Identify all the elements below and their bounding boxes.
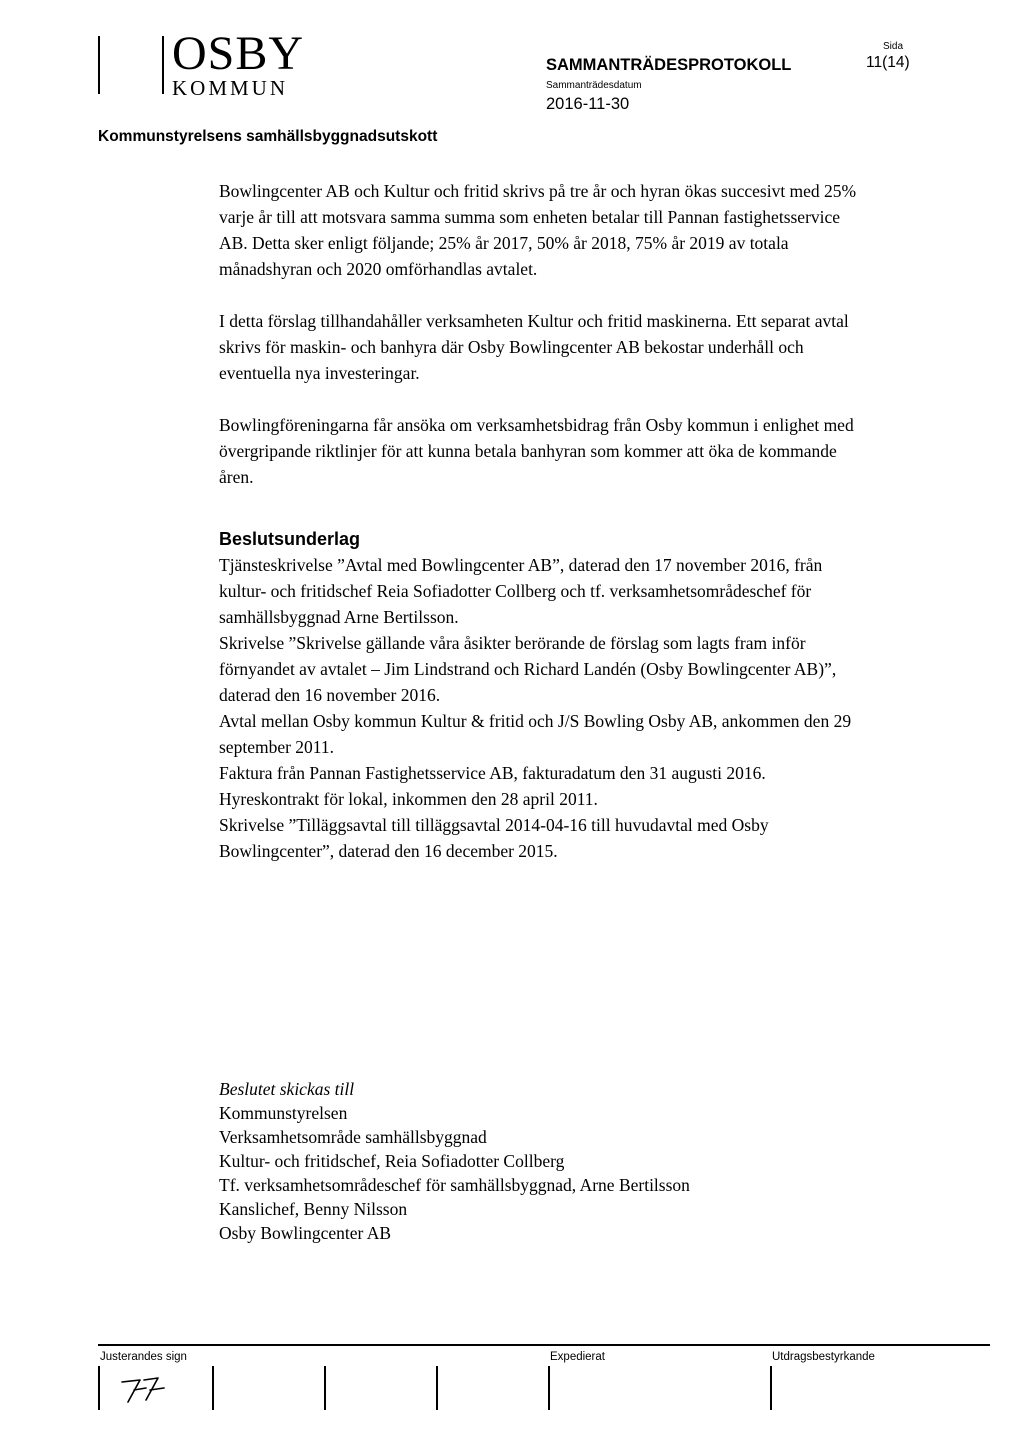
recipient: Kanslichef, Benny Nilsson [219, 1199, 408, 1219]
document-type: SAMMANTRÄDESPROTOKOLL [546, 56, 792, 74]
underlag-item: Avtal mellan Osby kommun Kultur & fritid och J/S Bowling Osby AB, ankommen den 29 september 2011. [219, 711, 852, 757]
utdragsbestyrkande-label: Utdragsbestyrkande [772, 1351, 875, 1363]
recipient: Tf. verksamhetsområdeschef för samhällsbyggnad, Arne Bertilsson [219, 1175, 690, 1195]
committee-name: Kommunstyrelsens samhällsbyggnadsutskott [98, 128, 438, 145]
recipient: Verksamhetsområde samhällsbyggnad [219, 1127, 487, 1147]
section-heading: Beslutsunderlag [219, 529, 361, 549]
justerandes-sign-label: Justerandes sign [100, 1351, 187, 1363]
recipient: Kommunstyrelsen [219, 1103, 348, 1123]
recipient: Osby Bowlingcenter AB [219, 1223, 392, 1243]
meeting-date: 2016-11-30 [546, 95, 630, 113]
footer-divider [98, 1344, 990, 1346]
expedierat-label: Expedierat [550, 1351, 605, 1363]
underlag-item: Faktura från Pannan Fastighetsservice AB, fakturadatum den 31 augusti 2016. [219, 763, 766, 783]
page-label: Sida [883, 41, 904, 52]
paragraph: I detta förslag tillhandahåller verksamheten Kultur och fritid maskinerna. Ett separat avtal skrivs för maskin- och banhyra där Osby Bowlingcenter AB bekostar underhåll och eventuella nya investeringar. [219, 311, 849, 383]
body-text [219, 178, 859, 864]
underlag-item: Skrivelse ”Skrivelse gällande våra åsikter berörande de förslag som lagts fram inför förnyandet av avtalet – Jim Lindstrand och Richard Landén (Osby Bowlingcenter AB)”, daterad den 16 november 2016. [219, 633, 837, 705]
underlag-item: Tjänsteskrivelse ”Avtal med Bowlingcenter AB”, daterad den 17 november 2016, från kultur- och fritidschef Reia Sofiadotter Collberg och tf. verksamhetsområdeschef för samhällsbyggnad Arne Bertilsson. [219, 555, 823, 627]
recipient: Kultur- och fritidschef, Reia Sofiadotter Collberg [219, 1151, 565, 1171]
underlag-item: Hyreskontrakt för lokal, inkommen den 28 april 2011. [219, 789, 598, 809]
logo-subtitle: KOMMUN [172, 76, 289, 100]
underlag-item: Skrivelse ”Tilläggsavtal till tilläggsavtal 2014-04-16 till huvudavtal med Osby Bowlingcenter”, daterad den 16 december 2015. [219, 815, 769, 861]
date-label: Sammanträdesdatum [546, 80, 642, 91]
page-number: 11(14) [866, 54, 910, 71]
handwritten-initials [118, 1368, 178, 1406]
distribution-title: Beslutet skickas till [219, 1079, 355, 1099]
logo-name: OSBY [172, 27, 305, 80]
distribution-list [219, 1077, 859, 1245]
paragraph: Bowlingföreningarna får ansöka om verksamhetsbidrag från Osby kommun i enlighet med övergripande riktlinjer för att kunna betala banhyran som kommer att öka de kommande åren. [219, 415, 854, 487]
paragraph: Bowlingcenter AB och Kultur och fritid skrivs på tre år och hyran ökas succesivt med 25% varje år till att motsvara samma summa som enheten betalar till Pannan fastighetsservice AB. Detta sker enligt följande; 25% år 2017, 50% år 2018, 75% år 2019 av totala månadshyran och 2020 omförhandlas avtalet. [219, 181, 857, 279]
